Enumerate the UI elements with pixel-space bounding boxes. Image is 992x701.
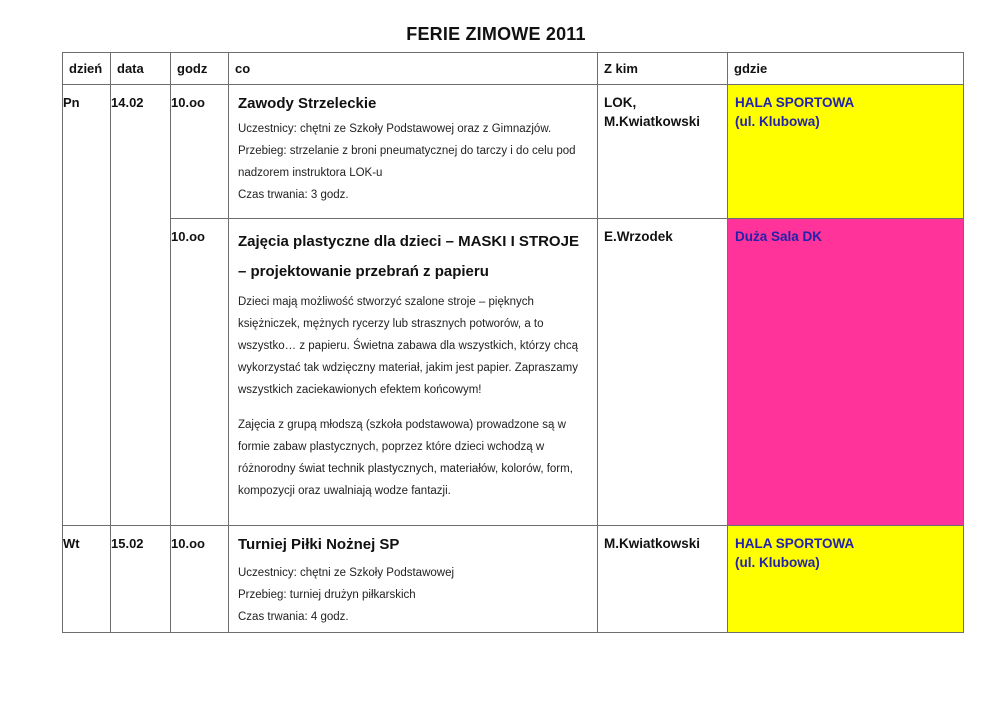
header-cell-gdzie: gdzie [728,53,964,85]
location-line: (ul. Klubowa) [735,555,820,570]
event-description [238,291,587,502]
description-line: Czas trwania: 3 godz. [238,189,349,201]
header-cell-zkim: Z kim [598,53,728,85]
description-line: Przebieg: strzelanie z broni pneumatycznej do tarczy i do celu pod [238,145,576,157]
time-cell: 10.oo [171,85,229,219]
table-row-art-workshop [63,219,964,526]
header-row [63,53,964,85]
description-line: różnorodny świat technik plastycznych, materiałów, kolorów, form, [238,463,573,475]
with-whom-line: M.Kwiatkowski [604,536,701,551]
time-cell: 10.oo [171,526,229,633]
location-line: HALA SPORTOWA [735,95,855,110]
location-line: Duża Sala DK [735,229,823,244]
location-cell [728,85,964,219]
event-cell [229,85,598,219]
time-cell: 10.oo [171,219,229,526]
event-description [238,562,587,628]
header-cell-data: data [111,53,171,85]
page-title: FERIE ZIMOWE 2011 [406,24,586,44]
table-row-shooting [63,85,964,219]
day-cell: Wt [63,526,111,633]
location-line: HALA SPORTOWA [735,536,855,551]
description-line: Uczestnicy: chętni ze Szkoły Podstawowej [238,567,455,579]
description-line: kompozycji oraz uwalniają wodze fantazji. [238,485,451,497]
event-title: Zajęcia plastyczne dla dzieci – MASKI I STROJE [238,233,579,250]
location-cell [728,219,964,526]
description-line: wszystkich zaciekawionych efektem końcowym! [238,384,482,396]
with-whom-line: M.Kwiatkowski [604,114,701,129]
description-line: Uczestnicy: chętni ze Szkoły Podstawowej oraz z Gimnazjów. [238,123,552,135]
with-whom-cell [598,219,728,526]
location-cell [728,526,964,633]
with-whom-line: E.Wrzodek [604,229,673,244]
description-line: Przebieg: turniej drużyn piłkarskich [238,589,416,601]
date-cell: 15.02 [111,526,171,633]
event-title: – projektowanie przebrań z papieru [238,263,489,280]
event-cell [229,526,598,633]
schedule-table [62,52,964,633]
description-line: Dzieci mają możliwość stworzyć szalone stroje – pięknych [238,296,534,308]
schedule-table-container [62,52,964,633]
location-line: (ul. Klubowa) [735,114,820,129]
header-cell-godz: godz [171,53,229,85]
description-line: formie zabaw plastycznych, poprzez które dzieci wchodzą w [238,441,545,453]
with-whom-cell [598,526,728,633]
day-cell: Pn [63,85,111,526]
event-cell [229,219,598,526]
description-line: księżniczek, mężnych rycerzy lub strasznych potworów, a to [238,318,544,330]
event-title: Zawody Strzeleckie [238,95,377,112]
description-line: Czas trwania: 4 godz. [238,611,349,623]
header-cell-co: co [229,53,598,85]
description-line: nadzorem instruktora LOK-u [238,167,383,179]
event-title: Turniej Piłki Nożnej SP [238,536,400,553]
description-line: wszystko… z papieru. Świetna zabawa dla wszystkich, którzy chcą [238,340,579,352]
header-cell-dzien: dzień [63,53,111,85]
date-cell: 14.02 [111,85,171,526]
with-whom-cell [598,85,728,219]
event-description [238,118,587,206]
description-line: wykorzystać tak wdzięczny materiał, jakim jest papier. Zapraszamy [238,362,578,374]
description-line: Zajęcia z grupą młodszą (szkoła podstawowa) prowadzone są w [238,419,566,431]
table-row-football [63,526,964,633]
with-whom-line: LOK, [604,95,637,110]
